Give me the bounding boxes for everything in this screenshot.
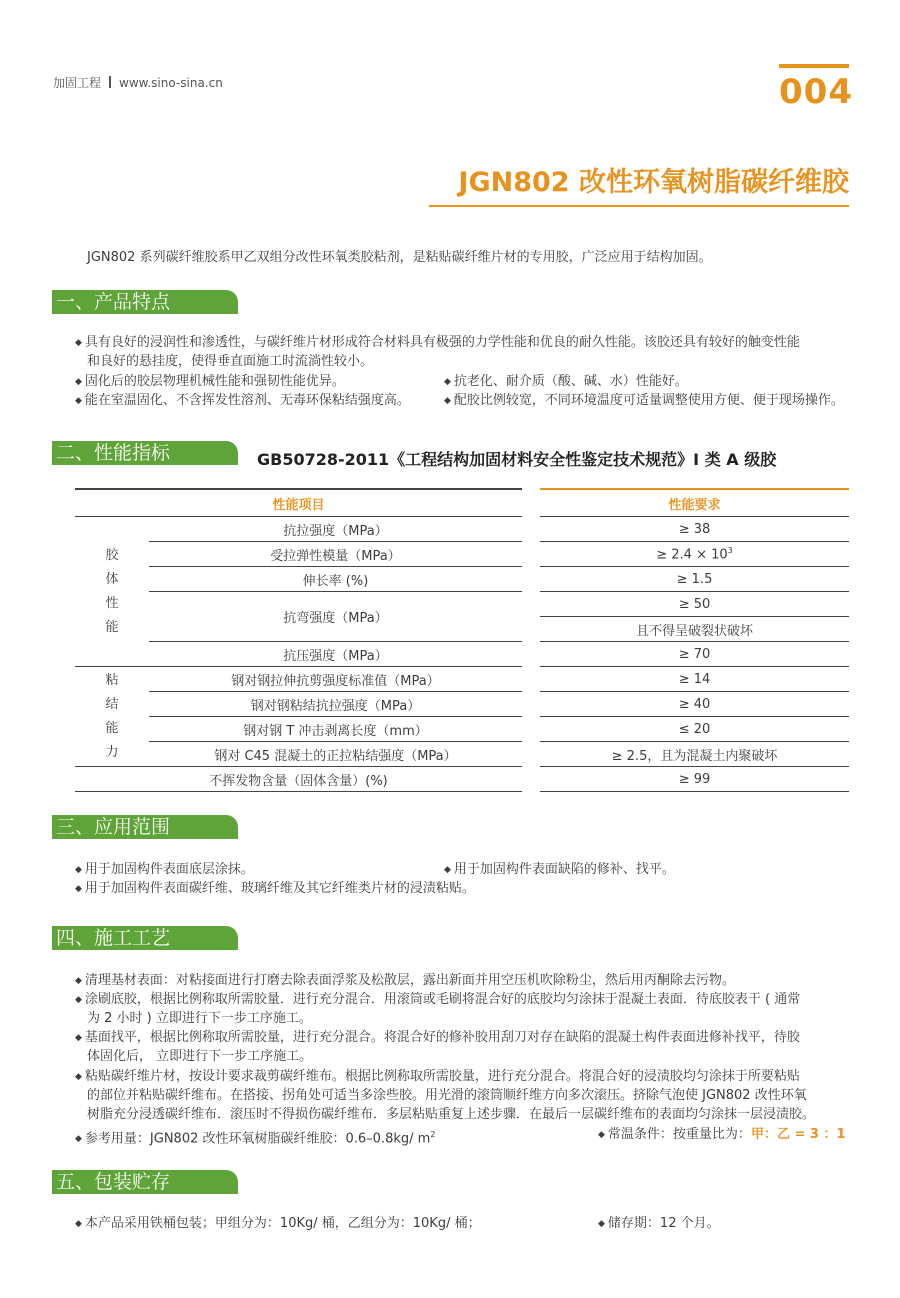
storage-bullet-2: ◆ 储存期：12 个月。 xyxy=(598,1216,720,1231)
header-company xyxy=(53,74,223,91)
diamond-bullet-icon: ◆ xyxy=(75,1134,82,1145)
application-bullet-3: ◆ 用于加固构件表面碳纤维、玻璃纤维及其它纤维类片材的浸渍粘贴。 xyxy=(75,881,475,896)
process-step-4: ◆ 粘贴碳纤维片材，按设计要求裁剪碳纤维布。根据比例称取所需胶量，进行充分混合。将混合好的浸渍胶均匀涂抹于所要粘贴 xyxy=(75,1069,800,1084)
col-header-req: 性能要求 xyxy=(540,489,849,517)
page-number-bar xyxy=(779,64,849,68)
diamond-bullet-icon: ◆ xyxy=(598,1219,605,1229)
section-heading-storage: 五、包装贮存 xyxy=(52,1170,238,1194)
page-title: JGN802 改性环氧树脂碳纤维胶 xyxy=(458,167,849,198)
section-heading-performance: 二、性能指标 xyxy=(52,441,238,465)
table-row xyxy=(75,742,849,767)
table-cell-item: 钢对钢粘结抗拉强度（MPa） xyxy=(149,692,522,717)
feature-bullet-3: ◆ 抗老化、耐介质（酸、碱、水）性能好。 xyxy=(444,374,688,389)
page-number: 004 xyxy=(779,72,853,112)
diamond-bullet-icon: ◆ xyxy=(75,1219,82,1229)
mix-ratio: ◆ 常温条件：按重量比为：甲：乙 = 3 ：1 xyxy=(598,1127,846,1142)
process-step-1: ◆ 清理基材表面：对粘接面进行打磨去除表面浮浆及松散层，露出新面并用空压机吹除粉尘，然后用丙酮除去污物。 xyxy=(75,973,735,988)
table-cell-req: ≤ 20 xyxy=(540,717,849,742)
table-cell-req: ≥ $2.4 \times 10^3$ xyxy=(540,542,849,567)
section-heading-application: 三、应用范围 xyxy=(52,815,238,839)
diamond-bullet-icon: ◆ xyxy=(75,884,82,894)
table-row xyxy=(75,592,849,617)
process-step-2-cont: 为 2 小时 ) 立即进行下一步工序施工。 xyxy=(87,1011,312,1026)
table-cell-item: 钢对钢 T 冲击剥离长度（mm） xyxy=(149,717,522,742)
application-bullet-2: ◆ 用于加固构件表面缺陷的修补、找平。 xyxy=(444,862,675,877)
header-divider xyxy=(109,76,111,88)
table-cell-item: 抗压强度（MPa） xyxy=(149,642,522,667)
table-cell-req: ≥ 50 xyxy=(540,592,849,617)
diamond-bullet-icon: ◆ xyxy=(75,1033,82,1043)
process-step-4-cont1: 的部位并粘贴碳纤维布。在搭接、拐角处可适当多涂些胶。用光滑的滚筒顺纤维方向多次滚压。挤除气泡使 JGN802 改性环氧 xyxy=(87,1088,807,1103)
table-row xyxy=(75,692,849,717)
table-cell-req: ≥ 40 xyxy=(540,692,849,717)
table-cell-item: 抗弯强度（MPa） xyxy=(149,592,522,642)
table-cell-item: 受拉弹性模量（MPa） xyxy=(149,542,522,567)
table-cell-item: 钢对 C45 混凝土的正拉粘结强度（MPa） xyxy=(149,742,522,767)
group-label-colloid: 胶体性能 xyxy=(75,517,149,667)
intro-text: JGN802 系列碳纤维胶系甲乙双组分改性环氧类胶粘剂，是粘贴碳纤维片材的专用胶，广泛应用于结构加固。 xyxy=(87,250,712,265)
diamond-bullet-icon: ◆ xyxy=(444,377,451,387)
diamond-bullet-icon: ◆ xyxy=(75,865,82,875)
feature-bullet-2: ◆ 固化后的胶层物理机械性能和强韧性能优异。 xyxy=(75,374,345,389)
diamond-bullet-icon: ◆ xyxy=(598,1130,605,1140)
table-header-row xyxy=(75,489,849,517)
table-cell-item: 抗拉强度（MPa） xyxy=(149,517,522,542)
diamond-bullet-icon: ◆ xyxy=(75,377,82,387)
group-label-bonding: 粘结能力 xyxy=(75,667,149,767)
section-heading-features: 一、产品特点 xyxy=(52,290,238,314)
table-cell-req: ≥ 70 xyxy=(540,642,849,667)
company-name: 加固工程 xyxy=(53,76,102,90)
diamond-bullet-icon: ◆ xyxy=(444,865,451,875)
table-cell-req: ≥ 1.5 xyxy=(540,567,849,592)
table-row xyxy=(75,642,849,667)
col-header-item: 性能项目 xyxy=(75,489,522,517)
process-step-4-cont2: 树脂充分浸透碳纤维布．滚压时不得损伤碳纤维布．多层粘贴重复上述步骤．在最后一层碳纤维布的表面均匀涂抹一层浸渍胶。 xyxy=(87,1107,816,1122)
diamond-bullet-icon: ◆ xyxy=(75,338,82,348)
application-bullet-1: ◆ 用于加固构件表面底层涂抹。 xyxy=(75,862,254,877)
feature-bullet-5: ◆ 配胶比例较宽，不同环境温度可适量调整使用方便、便于现场操作。 xyxy=(444,393,844,408)
feature-bullet-1: ◆ 具有良好的浸润性和渗透性，与碳纤维片材形成符合材料具有极强的力学性能和优良的耐久性能。该胶还具有较好的触变性能 xyxy=(75,335,800,350)
mix-ratio-value: 甲：乙 = 3 ：1 xyxy=(750,1127,846,1142)
table-cell-item: 不挥发物含量（固体含量）(%) xyxy=(75,767,522,792)
diamond-bullet-icon: ◆ xyxy=(75,1072,82,1082)
process-step-2: ◆ 涂刷底胶，根据比例称取所需胶量．进行充分混合．用滚筒或毛刷将混合好的底胶均匀涂抹于混凝土表面．待底胶表干 ( 通常 xyxy=(75,992,801,1007)
table-cell-item: 伸长率 (%) xyxy=(149,567,522,592)
storage-bullet-1: ◆ 本产品采用铁桶包装；甲组分为：10Kg/ 桶，乙组分为：10Kg/ 桶； xyxy=(75,1216,481,1231)
diamond-bullet-icon: ◆ xyxy=(75,976,82,986)
usage-note: ◆ 参考用量：JGN802 改性环氧树脂碳纤维胶：0.6–0.8kg/ $m^2$ xyxy=(75,1130,436,1147)
title-underline xyxy=(429,205,849,207)
table-cell-item: 钢对钢拉伸抗剪强度标准值（MPa） xyxy=(149,667,522,692)
process-step-3-cont: 体固化后， 立即进行下一步工序施工。 xyxy=(87,1049,313,1064)
website-link[interactable]: www.sino-sina.cn xyxy=(119,76,223,90)
table-cell-req: ≥ 38 xyxy=(540,517,849,542)
diamond-bullet-icon: ◆ xyxy=(444,396,451,406)
process-step-3: ◆ 基面找平，根据比例称取所需胶量，进行充分混合。将混合好的修补胶用刮刀对存在缺陷的混凝土构件表面进修补找平，待胶 xyxy=(75,1030,800,1045)
table-cell-req: ≥ 2.5，且为混凝土内聚破坏 xyxy=(540,742,849,767)
table-cell-req: ≥ 99 xyxy=(540,767,849,792)
table-row xyxy=(75,517,849,542)
table-row xyxy=(75,567,849,592)
diamond-bullet-icon: ◆ xyxy=(75,396,82,406)
standard-title: GB50728-2011《工程结构加固材料安全性鉴定技术规范》I 类 A 级胶 xyxy=(257,450,777,469)
table-cell-req: ≥ 14 xyxy=(540,667,849,692)
table-row xyxy=(75,767,849,792)
table-row xyxy=(75,667,849,692)
performance-table xyxy=(75,488,849,792)
feature-bullet-1-cont: 和良好的悬挂度，使得垂直面施工时流淌性较小。 xyxy=(87,354,374,369)
table-row xyxy=(75,542,849,567)
feature-bullet-4: ◆ 能在室温固化、不含挥发性溶剂、无毒环保粘结强度高。 xyxy=(75,393,410,408)
table-row xyxy=(75,717,849,742)
table-cell-req: 且不得呈破裂状破坏 xyxy=(540,617,849,642)
diamond-bullet-icon: ◆ xyxy=(75,995,82,1005)
section-heading-process: 四、施工工艺 xyxy=(52,926,238,950)
